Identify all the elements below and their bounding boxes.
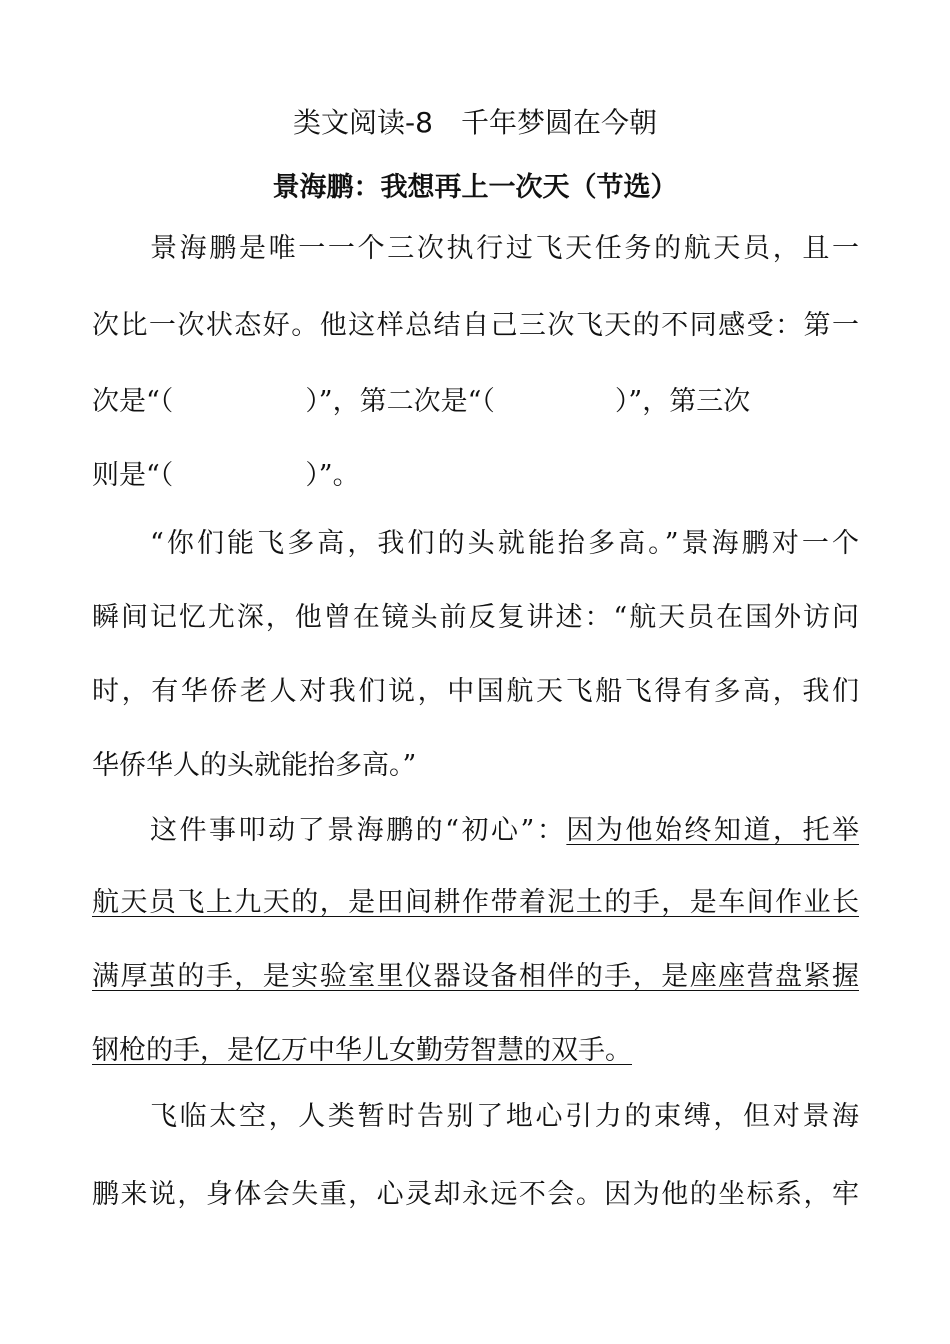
underlined-sentence-start: 因为他始终知道，托举 (566, 815, 859, 846)
fill-blank-3-suffix: ）”。 (305, 460, 360, 491)
paragraph-2-line-1: “你们能飞多高，我们的头就能抬多高。”景海鹏对一个 (150, 528, 859, 559)
paragraph-2-line-3: 时，有华侨老人对我们说，中国航天飞船飞得有多高，我们 (92, 676, 859, 707)
paragraph-1-line-4 (92, 456, 859, 496)
paragraph-3-line-3: 满厚茧的手，是实验室里仪器设备相伴的手，是座座营盘紧握 (92, 961, 859, 992)
paragraph-4-line-1: 飞临太空，人类暂时告别了地心引力的束缚，但对景海 (150, 1101, 859, 1132)
fill-blank-2-prefix: ）”，第二次是“（ (305, 386, 495, 417)
paragraph-1-line-1: 景海鹏是唯一一个三次执行过飞天任务的航天员，且一 (150, 233, 859, 264)
fill-blank-3-prefix: 则是“（ (92, 460, 174, 491)
paragraph-3-line-1 (150, 811, 859, 851)
paragraph-2-line-4: 华侨华人的头就能抬多高。” (92, 750, 417, 781)
paragraph-2-line-2: 瞬间记忆尤深，他曾在镜头前反复讲述：“航天员在国外访问 (92, 602, 859, 633)
paragraph-1-line-2: 次比一次状态好。他这样总结自己三次飞天的不同感受：第一 (92, 310, 859, 341)
paragraph-3-intro: 这件事叩动了景海鹏的“初心”： (150, 815, 567, 846)
fill-blank-2-suffix: ）”，第三次 (614, 386, 751, 417)
document-title: 类文阅读-8 千年梦圆在今朝 (293, 106, 657, 139)
paragraph-1-line-3 (92, 382, 859, 422)
fill-blank-1-prefix: 次是“（ (92, 386, 174, 417)
paragraph-4-line-2: 鹏来说，身体会失重，心灵却永远不会。因为他的坐标系，牢 (92, 1179, 859, 1210)
article-subtitle: 景海鹏：我想再上一次天（节选） (272, 172, 678, 203)
paragraph-3-line-2: 航天员飞上九天的，是田间耕作带着泥土的手，是车间作业长 (92, 887, 859, 918)
paragraph-3-line-4 (92, 1031, 859, 1071)
underlined-sentence-end: 钢枪的手，是亿万中华儿女勤劳智慧的双手。 (92, 1035, 632, 1066)
